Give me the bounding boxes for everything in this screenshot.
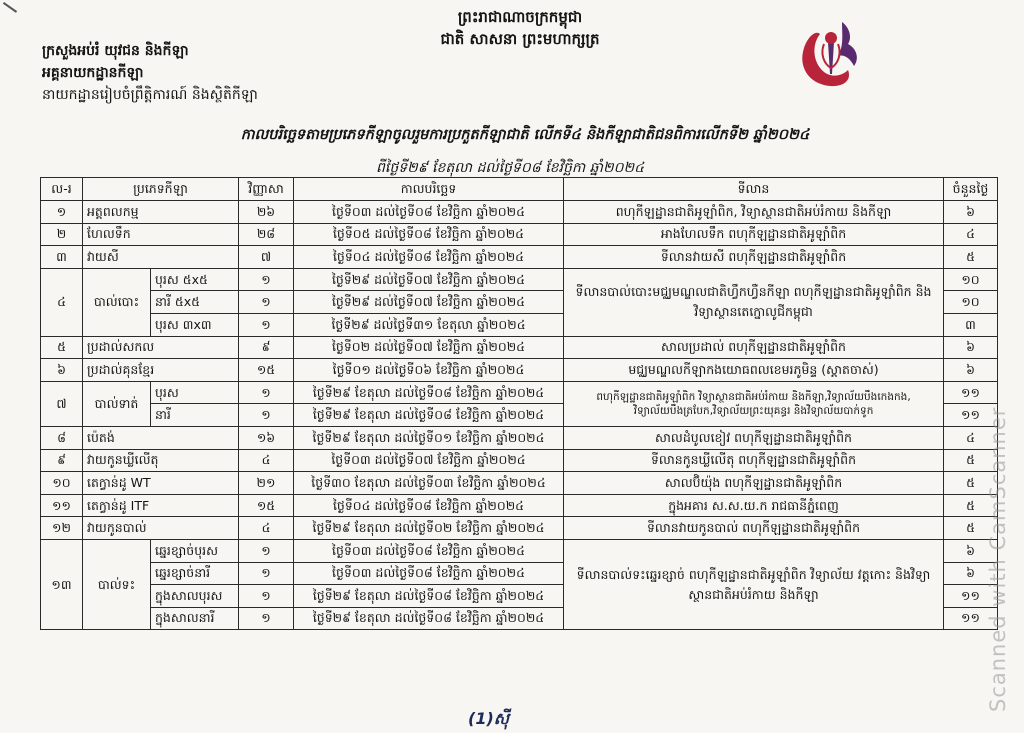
row-venue: ទីលានកូនឃ្លីលើតុ ពហុកីឡដ្ឋានជាតិអូឡាំពិក (564, 449, 944, 472)
row-sport: បាល់ទះ (83, 539, 151, 629)
row-no: ៧ (41, 381, 83, 426)
row-days: ១១ (944, 607, 998, 630)
row-days: ៦ (944, 562, 998, 585)
ministry-header (42, 40, 258, 106)
row-subcategory: បុរស (151, 381, 239, 404)
header-venue: ទីលាន (564, 178, 944, 201)
row-venue: អាងហែលទឹក ពហុកីឡដ្ឋានជាតិអូឡាំពិក (564, 223, 944, 246)
table-row (41, 472, 998, 495)
row-sport: វាយកូនឃ្លីលើតុ (83, 449, 239, 472)
table-row (41, 223, 998, 246)
row-days: ១០ (944, 268, 998, 291)
row-sport: បាល់បោះ (83, 268, 151, 336)
header-sport: ប្រភេទកីឡា (83, 178, 239, 201)
row-date: ថ្ងៃទី២៩ ដល់ថ្ងៃទី០៧ ខែវិច្ឆិកា ឆ្នាំ២០២៤ (294, 268, 564, 291)
row-venue: ទីលានវាយសី ពហុកីឡដ្ឋានជាតិអូឡាំពិក (564, 246, 944, 269)
scan-corner-mark (0, 2, 17, 21)
row-no: ៥ (41, 336, 83, 359)
row-events: ១ (239, 607, 294, 630)
row-no: ៨ (41, 426, 83, 449)
row-subcategory: បុរស ៥x៥ (151, 268, 239, 291)
schedule-table (40, 177, 998, 630)
table-row (41, 268, 998, 291)
row-sport: វាយសី (83, 246, 239, 269)
row-subcategory: នារី ៥x៥ (151, 291, 239, 314)
row-date: ថ្ងៃទី២៩ ដល់ថ្ងៃទី៣១ ខែតុលា ឆ្នាំ២០២៤ (294, 313, 564, 336)
row-events: ៤ (239, 517, 294, 540)
document-date-range: ពីថ្ងៃទី២៩ ខែតុលា ដល់ថ្ងៃទី០៨ ខែវិច្ឆិកា ឆ្នាំ២០២៤ (376, 160, 644, 176)
directorate-name: អគ្គនាយកដ្ឋានកីឡា (42, 65, 144, 81)
row-no: ៩ (41, 449, 83, 472)
department-name: នាយកដ្ឋានរៀបចំព្រឹត្តិការណ៍ និងស្ថិតិកីឡា (42, 87, 258, 103)
row-days: ១១ (944, 381, 998, 404)
row-no: ១០ (41, 472, 83, 495)
row-days: ៥ (944, 472, 998, 495)
row-no: ២ (41, 223, 83, 246)
row-sport: អត្តពលកម្ម (83, 201, 239, 224)
row-days: ១០ (944, 291, 998, 314)
document-title: កាលបរិច្ឆេទតាមប្រភេទកីឡាចូលរួមការប្រកួតកីឡាជាតិ លើកទី៤ និងកីឡាជាតិជនពិការលើកទី២ ឆ្នាំ២០២៤ (240, 127, 810, 143)
row-venue: ទីលានវាយកូនបាល់ ពហុកីឡដ្ឋានជាតិអូឡាំពិក (564, 517, 944, 540)
row-venue: ទីលានបាល់ទះឆ្នេរខ្សាច់ ពហុកីឡដ្ឋានជាតិអូឡាំពិក វិទ្យាល័យ វត្តកោះ និងវិទ្យាស្ថានជាតិអប់រំកាយ និងកីឡា (564, 539, 944, 629)
row-venue: សាលប្រដាល់ ពហុកីឡដ្ឋានជាតិអូឡាំពិក (564, 336, 944, 359)
row-subcategory: ក្នុងសាលនារី (151, 607, 239, 630)
row-days: ៥ (944, 517, 998, 540)
row-date: ថ្ងៃទី០៤ ដល់ថ្ងៃទី០៨ ខែវិច្ឆិកា ឆ្នាំ២០២៤ (294, 494, 564, 517)
row-events: ៧ (239, 246, 294, 269)
kingdom-name: ព្រះរាជាណាចក្រកម្ពុជា (457, 8, 583, 26)
table-row (41, 336, 998, 359)
row-date: ថ្ងៃទី២៩ ដល់ថ្ងៃទី០៧ ខែវិច្ឆិកា ឆ្នាំ២០២៤ (294, 291, 564, 314)
row-events: ១ (239, 381, 294, 404)
row-date: ថ្ងៃទី០៣ ដល់ថ្ងៃទី០៨ ខែវិច្ឆិកា ឆ្នាំ២០២៤ (294, 539, 564, 562)
row-date: ថ្ងៃទី០៥ ដល់ថ្ងៃទី០៨ ខែវិច្ឆិកា ឆ្នាំ២០២៤ (294, 223, 564, 246)
row-no: ១១ (41, 494, 83, 517)
camscanner-watermark (968, 330, 1008, 710)
row-events: ៩ (239, 336, 294, 359)
row-no: ៦ (41, 359, 83, 382)
row-no: ១៣ (41, 539, 83, 629)
row-date: ថ្ងៃទី០៣ ដល់ថ្ងៃទី០៨ ខែវិច្ឆិកា ឆ្នាំ២០២៤ (294, 562, 564, 585)
row-date: ថ្ងៃទី០៣ ដល់ថ្ងៃទី០៨ ខែវិច្ឆិកា ឆ្នាំ២០២៤ (294, 201, 564, 224)
row-events: ១ (239, 539, 294, 562)
row-date: ថ្ងៃទី០៣ ដល់ថ្ងៃទី០៧ ខែវិច្ឆិកា ឆ្នាំ២០២៤ (294, 449, 564, 472)
header-events: វិញ្ញាសា (239, 178, 294, 201)
row-date: ថ្ងៃទី២៩ ខែតុលា ដល់ថ្ងៃទី០២ ខែវិច្ឆិកា ឆ្នាំ២០២៤ (294, 517, 564, 540)
row-venue: សាលដំបូលខៀវ ពហុកីឡដ្ឋានជាតិអូឡាំពិក (564, 426, 944, 449)
row-date: ថ្ងៃទី២៩ ខែតុលា ដល់ថ្ងៃទី០៨ ខែវិច្ឆិកា ឆ្នាំ២០២៤ (294, 404, 564, 427)
row-subcategory: ក្នុងសាលបុរស (151, 585, 239, 608)
row-date: ថ្ងៃទី០១ ដល់ថ្ងៃទី០៦ ខែវិច្ឆិកា ឆ្នាំ២០២៤ (294, 359, 564, 382)
row-date: ថ្ងៃទី២៩ ខែតុលា ដល់ថ្ងៃទី០១ ខែវិច្ឆិកា ឆ្នាំ២០២៤ (294, 426, 564, 449)
row-no: ១២ (41, 517, 83, 540)
table-row (41, 381, 998, 404)
row-sport: ប្រដាល់គុនខ្មែរ (83, 359, 239, 382)
row-events: ១៥ (239, 359, 294, 382)
row-events: ១ (239, 268, 294, 291)
row-events: ១ (239, 585, 294, 608)
row-no: ១ (41, 201, 83, 224)
row-date: ថ្ងៃទី០៤ ដល់ថ្ងៃទី០៨ ខែវិច្ឆិកា ឆ្នាំ២០២៤ (294, 246, 564, 269)
page-signature: (1)ស៊ី (468, 709, 509, 728)
row-date: ថ្ងៃទី២៩ ខែតុលា ដល់ថ្ងៃទី០៨ ខែវិច្ឆិកា ឆ្នាំ២០២៤ (294, 607, 564, 630)
table-row (41, 449, 998, 472)
row-venue: ពហុកីឡដ្ឋានជាតិអូឡាំពិក, វិទ្យាស្ថានជាតិអប់រំកាយ និងកីឡា (564, 201, 944, 224)
row-days: ៥ (944, 494, 998, 517)
row-days: ៥ (944, 449, 998, 472)
table-row (41, 359, 998, 382)
header-date: កាលបរិច្ឆេទ (294, 178, 564, 201)
row-days: ១១ (944, 404, 998, 427)
row-days: ៤ (944, 223, 998, 246)
row-events: ២១ (239, 472, 294, 495)
row-venue: ពហុកីឡដ្ឋានជាតិអូឡាំពិក វិទ្យាស្ថានជាតិអប់រំកាយ និងកីឡា,វិទ្យាល័យបឹងកេងកង, វិទ្យាល័យបឹងត្របែក,វិទ្យាល័យព្រះយុគន្ធរ និងវិទ្យាល័យបាក់ទូក (564, 381, 944, 426)
row-venue: សាលប៊ិយ៉ុង ពហុកីឡដ្ឋានជាតិអូឡាំពិក (564, 472, 944, 495)
row-events: ១ (239, 562, 294, 585)
table-row (41, 426, 998, 449)
row-venue: ទីលានបាល់បោះមជ្ឈមណ្ឌលជាតិហ្វឹកហ្វឺនកីឡា ពហុកីឡដ្ឋានជាតិអូឡាំពិក និងវិទ្យាស្ថានតេក្នោលូជីកម្ពុជា (564, 268, 944, 336)
row-events: ១ (239, 313, 294, 336)
table-row (41, 246, 998, 269)
table-row (41, 517, 998, 540)
header-no: ល-រ (41, 178, 83, 201)
row-date: ថ្ងៃទី៣០ ខែតុលា ដល់ថ្ងៃទី០៣ ខែវិច្ឆិកា ឆ្នាំ២០២៤ (294, 472, 564, 495)
row-sport: ប្រដាល់សកល (83, 336, 239, 359)
table-row (41, 539, 998, 562)
watermark-text: Scanned with CamScanner (986, 406, 1010, 712)
row-events: ១៥ (239, 494, 294, 517)
row-days: ៦ (944, 201, 998, 224)
row-days: ៦ (944, 359, 998, 382)
row-subcategory: បុរស ៣x៣ (151, 313, 239, 336)
row-subcategory: ឆ្នេរខ្សាច់នារី (151, 562, 239, 585)
row-events: ១៦ (239, 426, 294, 449)
row-events: ១ (239, 291, 294, 314)
row-sport: ប៉េតង់ (83, 426, 239, 449)
row-days: ៤ (944, 426, 998, 449)
row-venue: មជ្ឈមណ្ឌលកីឡាកងយោធពលខេមរភូមិន្ទ (ស្តាតចាស់) (564, 359, 944, 382)
row-sport: តេក្វាន់ដូ ITF (83, 494, 239, 517)
row-days: ៦ (944, 539, 998, 562)
header-days: ចំនួនថ្ងៃ (944, 178, 998, 201)
table-header-row (41, 178, 998, 201)
ministry-name: ក្រសួងអប់រំ យុវជន និងកីឡា (42, 43, 189, 59)
kingdom-header (420, 6, 620, 50)
row-days: ៦ (944, 336, 998, 359)
row-no: ៤ (41, 268, 83, 336)
row-sport: វាយកូនបាល់ (83, 517, 239, 540)
row-days: ១១ (944, 585, 998, 608)
row-sport: តេក្វាន់ដូ WT (83, 472, 239, 495)
row-subcategory: ឆ្នេរខ្សាច់បុរស (151, 539, 239, 562)
row-days: ៣ (944, 313, 998, 336)
table-row (41, 494, 998, 517)
games-logo-icon (790, 14, 870, 94)
row-date: ថ្ងៃទី០២ ដល់ថ្ងៃទី០៧ ខែវិច្ឆិកា ឆ្នាំ២០២៤ (294, 336, 564, 359)
row-date: ថ្ងៃទី២៩ ខែតុលា ដល់ថ្ងៃទី០៨ ខែវិច្ឆិកា ឆ្នាំ២០២៤ (294, 585, 564, 608)
table-row (41, 201, 998, 224)
row-subcategory: នារី (151, 404, 239, 427)
national-motto: ជាតិ សាសនា ព្រះមហាក្សត្រ (440, 30, 600, 48)
row-days: ៥ (944, 246, 998, 269)
row-events: ២៨ (239, 223, 294, 246)
row-sport: ហែលទឹក (83, 223, 239, 246)
row-events: ៤ (239, 449, 294, 472)
row-events: ១ (239, 404, 294, 427)
row-date: ថ្ងៃទី២៩ ខែតុលា ដល់ថ្ងៃទី០៨ ខែវិច្ឆិកា ឆ្នាំ២០២៤ (294, 381, 564, 404)
row-sport: បាល់ទាត់ (83, 381, 151, 426)
row-events: ២៦ (239, 201, 294, 224)
row-venue: ក្នុងអគារ ស.ស.យ.ក រាជធានីភ្នំពេញ (564, 494, 944, 517)
row-no: ៣ (41, 246, 83, 269)
